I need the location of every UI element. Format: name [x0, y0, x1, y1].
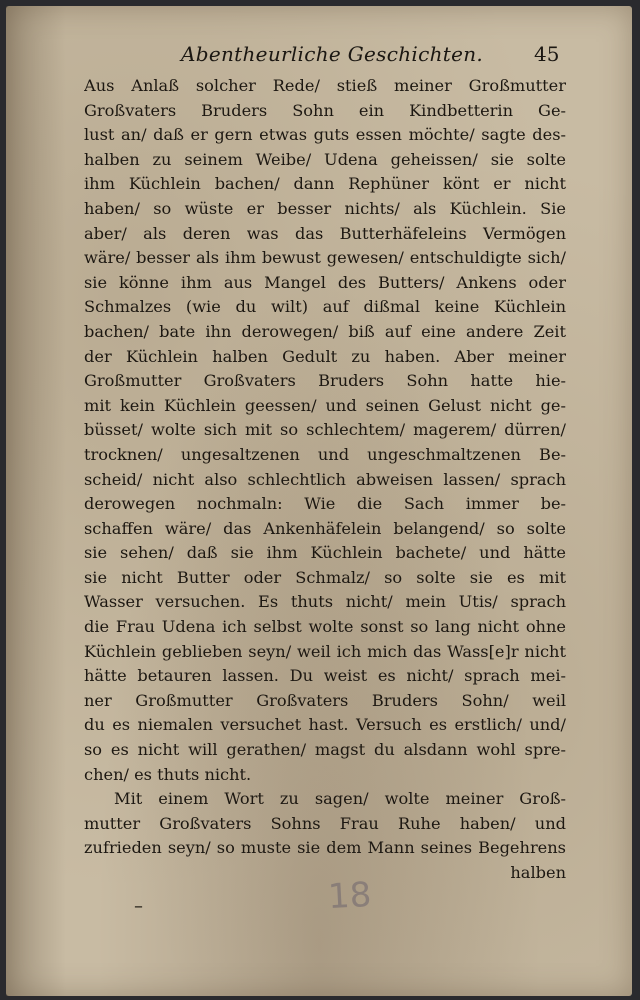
text-line: aber/ als deren was das Butterhäfeleins Vermögen: [84, 223, 566, 243]
text-line: sie sehen/ daß sie ihm Küchlein bachete/ und hätte: [84, 543, 566, 563]
text-line: trocknen/ ungesaltzenen und ungeschmaltzenen Be-: [84, 444, 566, 464]
text-line: bachen/ bate ihn derowegen/ biß auf eine andere Zeit: [84, 321, 566, 341]
text-line: chen/ es thuts nicht.: [84, 764, 252, 784]
page-header: [6, 42, 632, 70]
text-line: ner Großmutter Großvaters Bruders Sohn/ weil: [84, 690, 566, 710]
text-line: lust an/ daß er gern etwas guts essen möchte/ sagte des-: [84, 125, 566, 145]
ink-dash: –: [134, 896, 143, 917]
text-line: mit kein Küchlein geessen/ und seinen Gelust nicht ge-: [84, 395, 566, 415]
page-edge-stain: [6, 6, 66, 996]
text-line: Wasser versuchen. Es thuts nicht/ mein Utis/ sprach: [84, 592, 566, 612]
text-line: Großvaters Bruders Sohn ein Kindbetterin Ge-: [84, 100, 566, 120]
text-line: hätte betauren lassen. Du weist es nicht/ sprach mei-: [84, 666, 566, 686]
text-line: Mit einem Wort zu sagen/ wolte meiner Groß-: [114, 789, 566, 809]
text-line: sie könne ihm aus Mangel des Butters/ Ankens oder: [84, 272, 566, 292]
text-line: Großmutter Großvaters Bruders Sohn hatte hie-: [84, 371, 566, 391]
text-line: Aus Anlaß solcher Rede/ stieß meiner Großmutter: [84, 76, 566, 95]
body-text: [84, 74, 566, 886]
text-line: wäre/ besser als ihm bewust gewesen/ entschuldigte sich/: [84, 248, 566, 268]
text-line: büsset/ wolte sich mit so schlechtem/ magerem/ dürren/: [84, 420, 566, 440]
text-line: der Küchlein halben Gedult zu haben. Aber meiner: [84, 346, 566, 366]
page-number: 45: [534, 42, 560, 66]
text-line: so es nicht will gerathen/ magst du alsdann wohl spre-: [84, 740, 566, 760]
text-line: derowegen nochmaln: Wie die Sach immer be-: [84, 494, 566, 514]
text-line: scheid/ nicht also schlechtlich abweisen lassen/ sprach: [84, 469, 566, 489]
text-line: haben/ so wüste er besser nichts/ als Küchlein. Sie: [84, 198, 566, 218]
pencil-folio-number: 18: [326, 874, 373, 918]
running-title: Abentheurliche Geschichten.: [181, 42, 484, 66]
book-page: [6, 6, 632, 996]
text-line: die Frau Udena ich selbst wolte sonst so lang nicht ohne: [84, 617, 566, 637]
text-line: du es niemalen versuchet hast. Versuch es erstlich/ und/: [84, 715, 566, 735]
text-line: halben zu seinem Weibe/ Udena geheissen/ sie solte: [84, 149, 566, 169]
text-line: Schmalzes (wie du wilt) auf dißmal keine Küchlein: [84, 297, 566, 317]
text-line: schaffen wäre/ das Ankenhäfelein belangend/ so solte: [84, 518, 566, 538]
catchword: halben: [510, 863, 566, 882]
text-line: mutter Großvaters Sohns Frau Ruhe haben/ und: [84, 813, 566, 833]
text-line: zufrieden seyn/ so muste sie dem Mann seines Begehrens: [84, 838, 566, 858]
text-line: sie nicht Butter oder Schmalz/ so solte sie es mit: [84, 567, 566, 587]
text-line: ihm Küchlein bachen/ dann Rephüner könt er nicht: [84, 174, 566, 194]
text-line: Küchlein geblieben seyn/ weil ich mich das Wass[e]r nicht: [84, 641, 566, 661]
